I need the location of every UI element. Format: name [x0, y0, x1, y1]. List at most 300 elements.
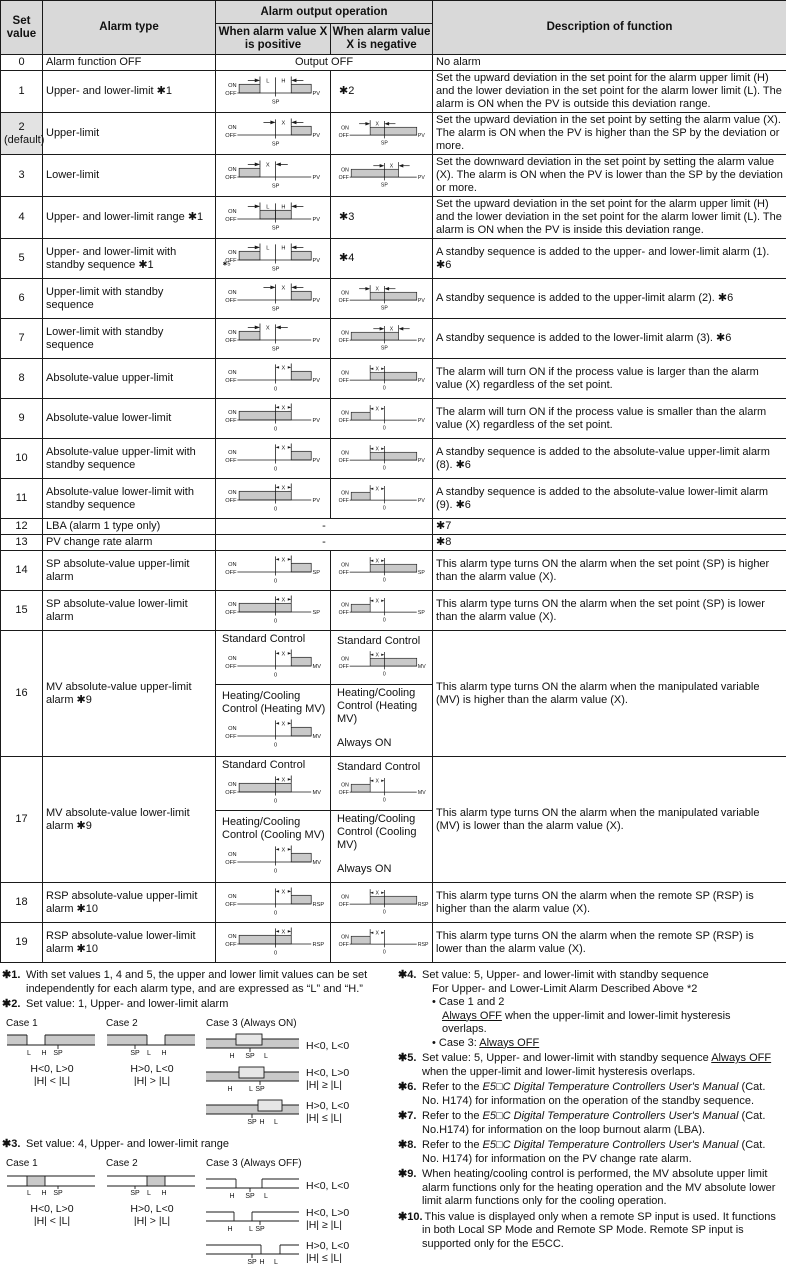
alarm-waveform-diagram: [221, 400, 325, 433]
alarm-output-cell: [216, 113, 331, 155]
svg-text:SP: SP: [130, 1190, 140, 1197]
footnote-paragraph: [398, 1037, 778, 1051]
svg-text:ON: ON: [228, 167, 236, 173]
footnote-item: [398, 1081, 778, 1108]
alarm-waveform-diagram: [335, 554, 429, 584]
svg-text:X: X: [282, 446, 286, 452]
alarm-output-cell: [331, 685, 433, 757]
svg-text:L: L: [274, 1119, 278, 1126]
svg-text:OFF: OFF: [225, 610, 237, 616]
case3-row: [206, 1064, 388, 1094]
svg-text:PV: PV: [313, 133, 321, 139]
alarm-waveform-diagram: [221, 320, 325, 353]
case-condition: [306, 1100, 349, 1124]
set-value-cell: 7: [1, 319, 43, 359]
svg-text:X: X: [375, 486, 379, 492]
alarm-type-cell: RSP absolute-value upper-limit alarm ✱10: [43, 883, 216, 923]
footnote-marker: ✱6.: [398, 1081, 422, 1095]
svg-text:0: 0: [274, 466, 277, 472]
svg-text:ON: ON: [228, 725, 236, 731]
case-condition-line: |H| ≤ |L|: [306, 1112, 349, 1124]
svg-text:OFF: OFF: [225, 902, 237, 908]
set-value-cell: 17: [1, 757, 43, 883]
case-column: [6, 1157, 98, 1271]
table-row: [1, 55, 786, 71]
svg-text:SP: SP: [245, 1193, 255, 1200]
table-row: [1, 535, 786, 551]
alarm-output-cell: [216, 631, 331, 685]
svg-text:OFF: OFF: [225, 175, 237, 181]
svg-text:ON: ON: [228, 490, 236, 496]
svg-text:X: X: [282, 366, 286, 372]
footnote-text: For Upper- and Lower-Limit Alarm Described Above *2: [432, 983, 697, 995]
svg-text:L: L: [266, 246, 269, 252]
description-cell: This alarm type turns ON the alarm when the remote SP (RSP) is lower than the alarm value (X).: [433, 923, 786, 963]
case-condition: [6, 1063, 98, 1088]
svg-text:PV: PV: [313, 498, 321, 504]
table-row: [1, 519, 786, 535]
svg-text:ON: ON: [341, 450, 349, 456]
svg-text:SP: SP: [53, 1050, 63, 1057]
svg-text:SP: SP: [417, 570, 424, 576]
svg-text:0: 0: [382, 385, 385, 391]
alarm-waveform-diagram: [221, 73, 325, 106]
alarm-output-cell: [331, 811, 433, 883]
case-condition-line: H<0, L>0: [306, 1207, 349, 1219]
svg-text:SP: SP: [272, 306, 280, 312]
case-condition-line: H<0, L<0: [306, 1040, 349, 1052]
table-row: [1, 631, 786, 685]
svg-text:X: X: [282, 598, 286, 604]
svg-text:X: X: [375, 446, 379, 452]
case-label: Case 2: [106, 1017, 198, 1031]
svg-text:H: H: [229, 1193, 234, 1200]
footnote-paragraph: [2, 969, 388, 996]
footnote-text: Set value: 5, Upper- and lower-limit with standby sequence: [422, 1052, 711, 1064]
case-condition-line: |H| < |L|: [6, 1075, 98, 1088]
set-value-cell: 11: [1, 479, 43, 519]
svg-text:OFF: OFF: [338, 570, 348, 576]
column-header-alarm-output-operation: Alarm output operation: [216, 1, 433, 24]
svg-text:X: X: [389, 326, 393, 332]
alarm-output-cell: [331, 71, 433, 113]
description-cell: Set the upward deviation in the set point by setting the alarm value (X). The alarm is ON when the PV is higher than the SP by the deviation or more.: [433, 113, 786, 155]
svg-text:ON: ON: [228, 450, 236, 456]
alarm-output-cell: [331, 399, 433, 439]
footnote-paragraph: [398, 1168, 778, 1209]
case-condition-line: H<0, L>0: [6, 1063, 98, 1076]
svg-text:X: X: [375, 286, 379, 292]
svg-text:L: L: [264, 1193, 268, 1200]
svg-text:PV: PV: [417, 498, 424, 504]
svg-text:OFF: OFF: [338, 338, 348, 344]
case-label: Case 1: [6, 1157, 98, 1171]
footnote-text: Set value: 4, Upper- and lower-limit range: [26, 1138, 229, 1150]
svg-text:0: 0: [274, 798, 277, 804]
table-row: [1, 319, 786, 359]
svg-text:ON: ON: [228, 656, 236, 662]
svg-text:0: 0: [382, 909, 385, 915]
table-row: [1, 399, 786, 439]
svg-text:PV: PV: [417, 298, 424, 304]
svg-text:0: 0: [274, 742, 277, 748]
footnote-case3-diagram: [206, 1064, 301, 1094]
svg-text:ON: ON: [228, 934, 236, 940]
footnote-item: [398, 1110, 778, 1137]
svg-text:OFF: OFF: [225, 942, 237, 948]
column-header-set-value: Set value: [1, 1, 43, 55]
svg-text:X: X: [282, 847, 286, 853]
table-row: [1, 71, 786, 113]
svg-text:OFF: OFF: [225, 378, 237, 384]
table-row: [1, 479, 786, 519]
footnote-marker: ✱3.: [2, 1138, 26, 1152]
case-condition-line: |H| < |L|: [6, 1215, 98, 1228]
set-value-cell: 0: [1, 55, 43, 71]
svg-text:RSP: RSP: [313, 942, 325, 948]
control-mode-label: Standard Control: [334, 760, 429, 774]
svg-text:0: 0: [382, 505, 385, 511]
footnote-paragraph: [398, 1081, 778, 1108]
description-cell: A standby sequence is added to the absolute-value upper-limit alarm (8). ✱6: [433, 439, 786, 479]
footnote-text: Refer to the: [422, 1139, 483, 1151]
svg-text:H: H: [259, 1119, 264, 1126]
alarm-output-cell: [216, 685, 331, 757]
footnote-text: Refer to the: [422, 1110, 483, 1122]
footnote-text: when the upper-limit and lower-limit hysteresis overlaps.: [442, 1010, 731, 1036]
alarm-type-cell: MV absolute-value lower-limit alarm ✱9: [43, 757, 216, 883]
description-cell: A standby sequence is added to the lower-limit alarm (3). ✱6: [433, 319, 786, 359]
set-value-cell: 19: [1, 923, 43, 963]
svg-text:OFF: OFF: [338, 133, 348, 139]
alarm-waveform-diagram: [335, 159, 429, 189]
svg-text:OFF: OFF: [338, 175, 348, 181]
set-value-cell: 12: [1, 519, 43, 535]
case-condition: [6, 1203, 98, 1228]
footnote-item: [398, 969, 778, 1050]
svg-text:X: X: [375, 121, 379, 127]
footnote-paragraph: [2, 1138, 388, 1152]
case-label: Case 1: [6, 1017, 98, 1031]
svg-text:ON: ON: [341, 562, 349, 568]
alarm-waveform-diagram: [221, 646, 325, 679]
case3-row: [206, 1204, 388, 1234]
svg-text:L: L: [264, 1053, 268, 1060]
alarm-waveform-diagram: [221, 772, 325, 805]
alarm-output-cell: [216, 319, 331, 359]
svg-text:ON: ON: [228, 894, 236, 900]
svg-text:0: 0: [274, 868, 277, 874]
alarm-waveform-diagram: [221, 842, 325, 875]
header-row: [1, 1, 786, 24]
svg-text:OFF: OFF: [225, 458, 237, 464]
alarm-output-merged-cell: Output OFF: [216, 55, 433, 71]
alarm-output-cell: [331, 551, 433, 591]
footnote-text: Always OFF: [442, 1010, 502, 1022]
svg-text:MV: MV: [313, 734, 322, 740]
table-row: [1, 551, 786, 591]
alarm-type-cell: Lower-limit with standby sequence: [43, 319, 216, 359]
output-note-text: Always ON: [334, 852, 429, 881]
footnote-text: E5□C Digital Temperature Controllers User's Manual: [483, 1110, 739, 1122]
alarm-output-cell: [331, 279, 433, 319]
svg-text:SP: SP: [380, 140, 387, 146]
alarm-output-cell: [216, 399, 331, 439]
svg-text:SP: SP: [53, 1190, 63, 1197]
alarm-output-cell: [331, 155, 433, 197]
alarm-type-cell: Upper-limit with standby sequence: [43, 279, 216, 319]
svg-text:SP: SP: [247, 1259, 257, 1266]
set-value-cell: 16: [1, 631, 43, 757]
alarm-waveform-diagram: [221, 592, 325, 625]
case-condition-line: H>0, L<0: [106, 1203, 198, 1216]
control-mode-label: Standard Control: [219, 758, 327, 772]
description-cell: No alarm: [433, 55, 786, 71]
svg-text:SP: SP: [272, 225, 280, 231]
svg-text:PV: PV: [313, 418, 321, 424]
case-condition: [106, 1063, 198, 1088]
svg-text:SP: SP: [272, 266, 280, 272]
description-cell: A standby sequence is added to the absolute-value lower-limit alarm (9). ✱6: [433, 479, 786, 519]
svg-text:SP: SP: [313, 570, 321, 576]
svg-text:SP: SP: [417, 610, 424, 616]
table-row: [1, 359, 786, 399]
alarm-output-cell: [331, 631, 433, 685]
svg-text:SP: SP: [272, 183, 280, 189]
column-header-description: Description of function: [433, 1, 786, 55]
svg-text:PV: PV: [417, 378, 424, 384]
alarm-output-cell: [216, 239, 331, 279]
alarm-waveform-diagram: [335, 117, 429, 147]
alarm-output-cell: [331, 197, 433, 239]
svg-text:X: X: [375, 366, 379, 372]
svg-text:ON: ON: [341, 894, 349, 900]
svg-text:ON: ON: [228, 209, 236, 215]
case-condition-line: H>0, L<0: [306, 1240, 349, 1252]
case3-row: [206, 1171, 388, 1201]
svg-text:RSP: RSP: [417, 902, 428, 908]
table-body: [1, 55, 786, 963]
svg-text:L: L: [27, 1190, 31, 1197]
alarm-waveform-diagram: [221, 360, 325, 393]
svg-text:X: X: [282, 121, 286, 127]
svg-text:H: H: [41, 1050, 46, 1057]
alarm-waveform-diagram: [335, 402, 429, 432]
alarm-type-cell: Upper- and lower-limit range ✱1: [43, 197, 216, 239]
svg-text:OFF: OFF: [225, 133, 237, 139]
description-cell: Set the upward deviation in the set point for the alarm upper limit (H) and the lower deviation in the set point for the alarm lower limit (L). The alarm is ON when the PV is outside this deviation range.: [433, 71, 786, 113]
footnote-case-diagram: [107, 1171, 197, 1198]
svg-text:OFF: OFF: [225, 664, 237, 670]
svg-text:MV: MV: [313, 860, 322, 866]
alarm-output-merged-cell: -: [216, 535, 433, 551]
alarm-output-cell: [331, 113, 433, 155]
table-row: [1, 239, 786, 279]
footnote-item: [398, 1211, 778, 1252]
footnote-paragraph: [398, 969, 778, 983]
alarm-type-cell: Upper- and lower-limit with standby sequence ✱1: [43, 239, 216, 279]
svg-text:SP: SP: [247, 1119, 257, 1126]
svg-text:PV: PV: [313, 458, 321, 464]
svg-text:PV: PV: [417, 418, 424, 424]
svg-text:RSP: RSP: [417, 942, 428, 948]
set-value-cell: 14: [1, 551, 43, 591]
svg-text:ON: ON: [341, 167, 349, 173]
svg-text:X: X: [266, 163, 270, 169]
set-value-cell: 18: [1, 883, 43, 923]
case-column: [106, 1017, 198, 1131]
footnotes: [0, 963, 786, 1278]
footnote-text: E5□C Digital Temperature Controllers User's Manual: [483, 1081, 739, 1093]
control-mode-label: Heating/Cooling Control (Heating MV): [334, 686, 429, 726]
alarm-waveform-diagram: [221, 280, 325, 313]
svg-text:L: L: [266, 205, 269, 211]
alarm-type-cell: Absolute-value upper-limit with standby sequence: [43, 439, 216, 479]
svg-text:OFF: OFF: [338, 902, 348, 908]
svg-text:0: 0: [274, 910, 277, 916]
alarm-output-cell: [216, 757, 331, 811]
alarm-waveform-diagram: [335, 594, 429, 624]
svg-text:PV: PV: [313, 175, 321, 181]
footnote-marker: ✱4.: [398, 969, 422, 983]
alarm-output-cell: [216, 591, 331, 631]
case-condition-line: |H| > |L|: [106, 1215, 198, 1228]
svg-text:0: 0: [382, 797, 385, 803]
set-value-cell: 2 (default): [1, 113, 43, 155]
svg-text:0: 0: [382, 465, 385, 471]
alarm-waveform-diagram: [335, 442, 429, 472]
description-cell: This alarm type turns ON the alarm when the manipulated variable (MV) is higher than the alarm value (X).: [433, 631, 786, 757]
description-cell: This alarm type turns ON the alarm when the set point (SP) is higher than the alarm value (X).: [433, 551, 786, 591]
svg-text:OFF: OFF: [338, 664, 348, 670]
svg-text:H: H: [229, 1053, 234, 1060]
svg-text:ON: ON: [228, 370, 236, 376]
svg-text:OFF: OFF: [225, 217, 237, 223]
description-cell: ✱7: [433, 519, 786, 535]
svg-text:ON: ON: [228, 410, 236, 416]
footnote-text: when the upper-limit and lower-limit hysteresis overlaps.: [422, 1066, 695, 1078]
set-value-cell: 3: [1, 155, 43, 197]
svg-text:SP: SP: [313, 610, 321, 616]
svg-text:0: 0: [274, 386, 277, 392]
footnote-text: (Cat. No. H174) for information on the operation of the standby sequence.: [422, 1081, 765, 1107]
footnote-text: (Cat. No.H174) for information on the loop burnout alarm (LBA).: [422, 1110, 765, 1136]
svg-text:ON: ON: [228, 330, 236, 336]
svg-text:X: X: [282, 406, 286, 412]
svg-text:X: X: [389, 163, 393, 169]
alarm-waveform-diagram: [221, 115, 325, 148]
alarm-waveform-diagram: [221, 884, 325, 917]
footnote-case3-diagram: [206, 1237, 301, 1267]
alarm-type-cell: LBA (alarm 1 type only): [43, 519, 216, 535]
case-condition-line: |H| ≤ |L|: [306, 1252, 349, 1264]
svg-text:H: H: [259, 1259, 264, 1266]
case3-row: [206, 1237, 388, 1267]
svg-text:OFF: OFF: [338, 418, 348, 424]
alarm-output-merged-cell: -: [216, 519, 433, 535]
alarm-type-cell: PV change rate alarm: [43, 535, 216, 551]
svg-text:ON: ON: [341, 602, 349, 608]
alarm-waveform-diagram: [221, 480, 325, 513]
svg-text:SP: SP: [130, 1050, 140, 1057]
alarm-output-cell: [216, 811, 331, 883]
svg-text:ON: ON: [228, 562, 236, 568]
svg-text:OFF: OFF: [225, 418, 237, 424]
description-cell: The alarm will turn ON if the process value is smaller than the alarm value (X) regardless of the set point.: [433, 399, 786, 439]
footnote-text: With set values 1, 4 and 5, the upper and lower limit values can be set independently for each alarm type, and are expressed as “L” and “H.”: [26, 969, 367, 995]
svg-text:OFF: OFF: [338, 610, 348, 616]
svg-text:PV: PV: [417, 338, 424, 344]
table-header: [1, 1, 786, 55]
alarm-output-cell: [331, 883, 433, 923]
svg-text:SP: SP: [272, 99, 280, 105]
table-row: [1, 757, 786, 811]
alarm-type-cell: SP absolute-value lower-limit alarm: [43, 591, 216, 631]
svg-text:PV: PV: [313, 217, 321, 223]
set-value-cell: 6: [1, 279, 43, 319]
svg-text:X: X: [266, 326, 270, 332]
alarm-output-cell: [331, 479, 433, 519]
svg-text:OFF: OFF: [338, 790, 348, 796]
control-mode-label: Standard Control: [334, 634, 429, 648]
footnote-marker: ✱9.: [398, 1168, 422, 1182]
svg-text:PV: PV: [417, 133, 424, 139]
footnote-paragraph: [398, 996, 778, 1010]
alarm-output-cell: [331, 923, 433, 963]
case-condition: [106, 1203, 198, 1228]
footnote-marker: ✱5.: [398, 1052, 422, 1066]
description-cell: A standby sequence is added to the upper-limit alarm (2). ✱6: [433, 279, 786, 319]
description-cell: This alarm type turns ON the alarm when the set point (SP) is lower than the alarm value (X).: [433, 591, 786, 631]
column-header-negative: When alarm value X is negative: [331, 24, 433, 55]
svg-text:X: X: [375, 890, 379, 896]
svg-text:SP: SP: [272, 346, 280, 352]
footnote-paragraph: [398, 1052, 778, 1079]
svg-text:SP: SP: [380, 305, 387, 311]
case-condition-line: H>0, L<0: [306, 1100, 349, 1112]
bullet: •: [432, 1037, 439, 1049]
case-condition-line: |H| ≥ |L|: [306, 1219, 349, 1231]
svg-text:L: L: [147, 1050, 151, 1057]
alarm-type-cell: Upper- and lower-limit ✱1: [43, 71, 216, 113]
case-condition-line: H>0, L<0: [106, 1063, 198, 1076]
svg-text:0: 0: [274, 618, 277, 624]
alarm-waveform-diagram: [335, 774, 429, 804]
alarm-type-cell: MV absolute-value upper-limit alarm ✱9: [43, 631, 216, 757]
alarm-type-cell: Lower-limit: [43, 155, 216, 197]
output-note-text: ✱4: [334, 252, 429, 265]
footnote-text: Refer to the: [422, 1081, 483, 1093]
case-condition: [306, 1180, 349, 1192]
svg-text:OFF: OFF: [225, 860, 237, 866]
svg-text:SP: SP: [380, 345, 387, 351]
set-value-cell: 8: [1, 359, 43, 399]
footnote-item: [2, 998, 388, 1130]
case-label: Case 2: [106, 1157, 198, 1171]
svg-text:ON: ON: [228, 83, 236, 89]
svg-text:ON: ON: [341, 125, 349, 131]
svg-text:0: 0: [274, 426, 277, 432]
control-mode-label: Heating/Cooling Control (Heating MV): [219, 689, 327, 716]
table-row: [1, 113, 786, 155]
footnote-text: Always OFF: [479, 1037, 539, 1049]
case3-column: [206, 1157, 388, 1271]
svg-text:MV: MV: [313, 790, 322, 796]
footnote-marker: ✱2.: [2, 998, 26, 1012]
case-column: [106, 1157, 198, 1271]
footnote-case-diagram: [107, 1031, 197, 1058]
footnote-text: Set value: 1, Upper- and lower-limit alarm: [26, 998, 228, 1010]
